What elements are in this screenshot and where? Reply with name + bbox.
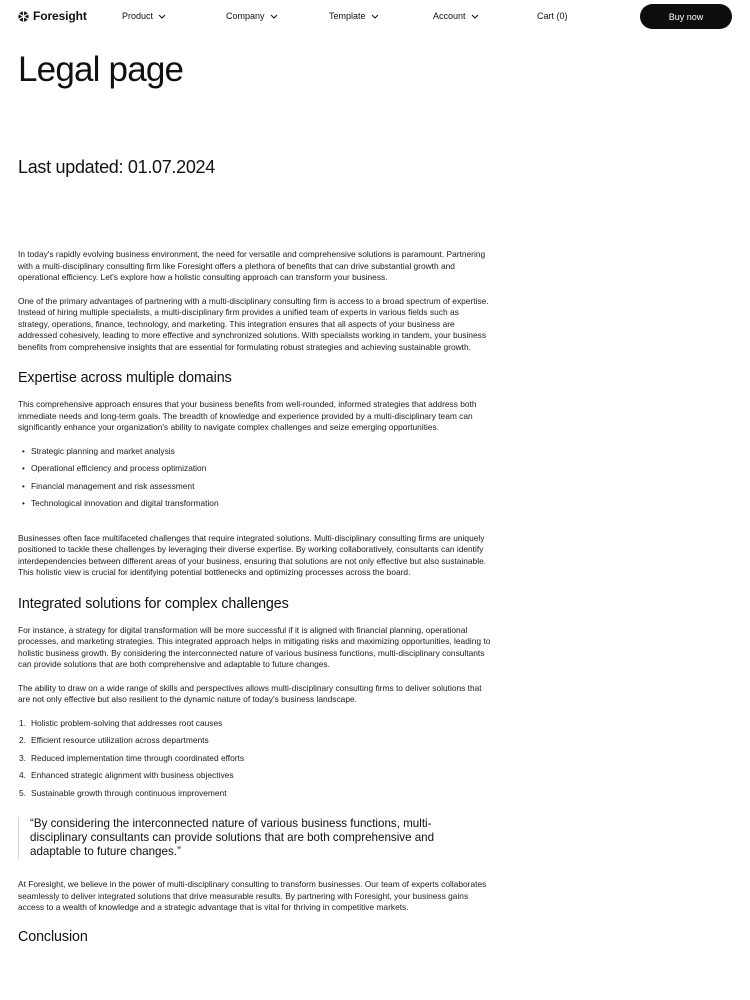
cart-link[interactable]: Cart (0): [537, 11, 568, 21]
list-text: Sustainable growth through continuous improvement: [31, 787, 227, 798]
chevron-down-icon: [158, 14, 166, 19]
nav-template[interactable]: [329, 11, 379, 21]
list-text: Efficient resource utilization across departments: [31, 735, 209, 745]
expertise-paragraph: This comprehensive approach ensures that your business benefits from well-rounded, informed strategies that address both immediate needs and long-term goals. The breadth of knowledge and experience provided by a multi-disciplinary team can significantly enhance your organization's ability to navigate complex challenges and seize emerging opportunities.: [18, 399, 477, 432]
closing-paragraph: At Foresight, we believe in the power of multi-disciplinary consulting to transform businesses. Our team of experts collaborates seamlessly to deliver integrated solutions that drive measurable results. By partnering with Foresight, your business gains access to a wealth of knowledge and a strategic advantage that is vital for thriving in competitive markets.: [18, 879, 487, 912]
aperture-icon: [18, 11, 29, 22]
intro-paragraph-1: In today's rapidly evolving business environment, the need for versatile and comprehensive solutions is paramount. Partnering with a multi-disciplinary consulting firm like Foresight offers a plethora of benefits that can drive substantial growth and operational efficiency. Let's explore how a holistic consulting approach can transform your business.: [18, 249, 486, 282]
benefits-list: [18, 718, 492, 800]
site-header: [0, 0, 750, 33]
list-number: 1.: [19, 717, 26, 728]
list-item: [18, 770, 492, 782]
list-item: [18, 735, 492, 747]
article-body: [18, 249, 492, 958]
list-number: 4.: [19, 770, 26, 780]
expertise-list: [18, 446, 492, 510]
chevron-down-icon: [471, 14, 479, 19]
list-item: [18, 753, 492, 765]
list-item: • Technological innovation and digital transformation: [18, 498, 492, 510]
logo[interactable]: [18, 9, 87, 23]
nav-template-label: Template: [329, 11, 366, 21]
list-text: Enhanced strategic alignment with business objectives: [31, 770, 234, 780]
list-item: [18, 788, 492, 800]
list-item: • Operational efficiency and process optimization: [18, 463, 492, 475]
list-number: 2.: [19, 735, 26, 745]
intro-paragraph-2: One of the primary advantages of partnering with a multi-disciplinary consulting firm is access to a broad spectrum of expertise. Instead of hiring multiple specialists, a multi-disciplinary firm provides a unified team of experts in various fields such as strategy, operations, finance, technology, and marketing. This integration ensures that all aspects of your business are addressed cohesively, leading to more effective and synchronized solutions. With specialists working in tandem, your business benefits from comprehensive insights that are essential for formulating robust strategies and achieving sustainable growth.: [18, 295, 489, 352]
list-text: Holistic problem-solving that addresses root causes: [31, 717, 223, 728]
nav-company-label: Company: [226, 11, 265, 21]
chevron-down-icon: [371, 14, 379, 19]
list-item: • Financial management and risk assessment: [18, 481, 492, 493]
challenges-paragraph: Businesses often face multifaceted challenges that require integrated solutions. Multi-disciplinary consulting firms are uniquely positioned to tackle these challenges by leveraging their diverse expertise. By working collaboratively, consultants can identify interdependencies between different areas of your business, ensuring that solutions are not only effective but also sustainable. This holistic view is crucial for identifying potential bottlenecks and optimizing processes across the board.: [18, 532, 487, 577]
list-item: [18, 718, 492, 730]
pull-quote: “By considering the interconnected nature of various business functions, multi-disciplinary consultants can provide solutions that are both comprehensive and adaptable to future changes.”: [18, 817, 458, 859]
section-heading-conclusion: Conclusion: [18, 928, 88, 945]
nav-account-label: Account: [433, 11, 466, 21]
list-number: 3.: [19, 752, 26, 763]
nav-product[interactable]: [122, 11, 166, 21]
integrated-paragraph-1: For instance, a strategy for digital transformation will be more successful if it is aligned with financial planning, operational processes, and marketing strategies. This integrated approach helps in mitigating risks and maximizing opportunities, leading to holistic business growth. By considering the interconnected nature of various business functions, multi-disciplinary consultants can provide solutions that are both comprehensive and adaptable to future changes.: [18, 624, 491, 669]
list-text: Reduced implementation time through coordinated efforts: [31, 752, 245, 763]
chevron-down-icon: [270, 14, 278, 19]
nav-product-label: Product: [122, 11, 154, 21]
last-updated: Last updated: 01.07.2024: [18, 157, 215, 177]
integrated-paragraph-2: The ability to draw on a wide range of skills and perspectives allows multi-disciplinary consulting firms to deliver solutions that are not only effective but also resilient to the dynamic nature of today's business landscape.: [18, 682, 482, 704]
section-heading-integrated: Integrated solutions for complex challenges: [18, 595, 289, 612]
nav-company[interactable]: [226, 11, 278, 21]
page-title: Legal page: [18, 50, 184, 89]
list-item: • Strategic planning and market analysis: [18, 446, 492, 458]
nav-account[interactable]: [433, 11, 479, 21]
list-number: 5.: [19, 787, 26, 798]
buy-now-button[interactable]: Buy now: [640, 4, 732, 29]
logo-text: Foresight: [33, 9, 87, 23]
section-heading-expertise: Expertise across multiple domains: [18, 370, 232, 386]
